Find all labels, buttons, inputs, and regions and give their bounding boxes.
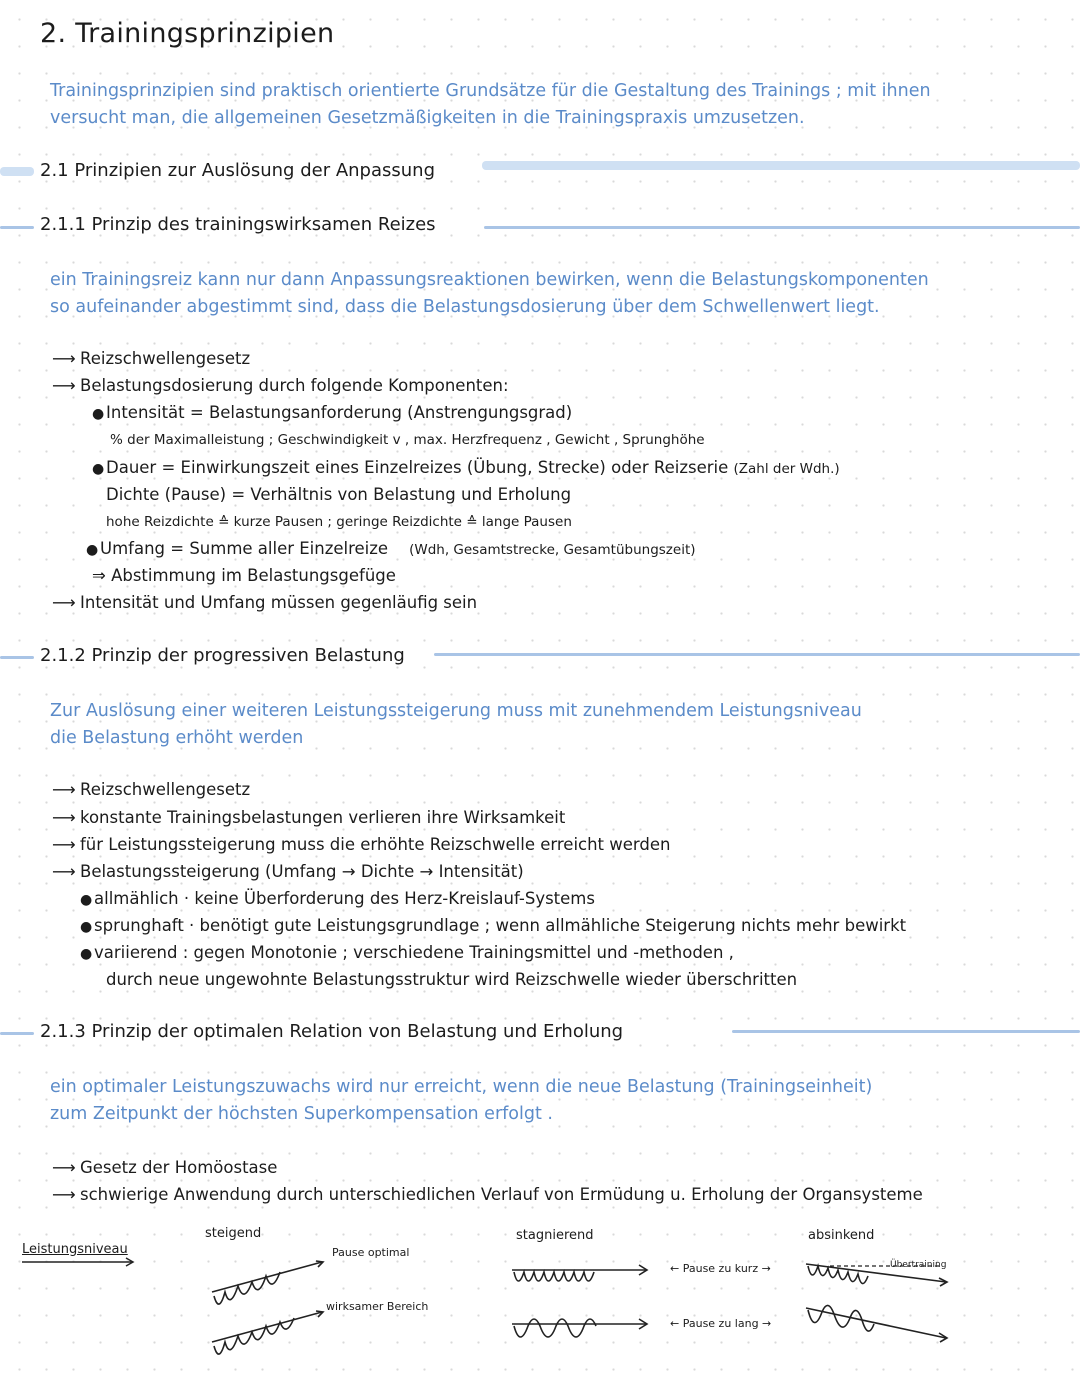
arrow-right-icon: ⟶ [52, 593, 76, 612]
bullet-icon: ● [92, 406, 105, 422]
s213-definition-1: ein optimaler Leistungszuwachs wird nur erreicht, wenn die neue Belastung (Trainingseinheit) [50, 1077, 873, 1097]
s211-line-6: Dichte (Pause) = Verhältnis von Belastung und Erholung [106, 485, 572, 504]
label-steigend: steigend [205, 1226, 262, 1241]
arrow-right-icon: ⟶ [52, 862, 76, 881]
s211-line-1: ⟶ Reizschwellengesetz [52, 345, 250, 372]
s211-line-5: ● Dauer = Einwirkungszeit eines Einzelreizes (Übung, Strecke) oder Reizserie (Zahl der Wdh.) [92, 454, 840, 483]
s212-line-5: ● allmählich · keine Überforderung des Herz-Kreislauf-Systems [80, 885, 595, 914]
arrow-right-icon: ⟶ [52, 349, 76, 368]
label-stagnierend: stagnierend [516, 1228, 594, 1243]
arrow-right-icon: ⟶ [52, 780, 76, 799]
label-pause-optimal: Pause optimal [332, 1246, 410, 1259]
arrow-right-icon: ⟶ [52, 376, 76, 395]
bullet-icon: ● [86, 542, 99, 558]
arrow-right-icon: ⟶ [52, 835, 76, 854]
s212-line-2: ⟶ konstante Trainingsbelastungen verlieren ihre Wirksamkeit [52, 804, 565, 831]
diagram-y-label: Leistungsniveau [22, 1242, 128, 1257]
section-2-1-2-heading: 2.1.2 Prinzip der progressiven Belastung [40, 645, 405, 666]
intro-line-2: versucht man, die allgemeinen Gesetzmäßigkeiten in die Trainingspraxis umzusetzen. [50, 108, 805, 128]
s211-line-9: ⇒ Abstimmung im Belastungsgefüge [92, 566, 396, 585]
s213-definition-2: zum Zeitpunkt der höchsten Superkompensation erfolgt . [50, 1104, 553, 1124]
label-pause-zu-kurz: ← Pause zu kurz → [670, 1262, 771, 1275]
section-2-1-1-heading: 2.1.1 Prinzip des trainingswirksamen Reizes [40, 214, 436, 235]
s211-line-4: % der Maximalleistung ; Geschwindigkeit v , max. Herzfrequenz , Gewicht , Sprunghöhe [110, 432, 705, 448]
s211-definition-1: ein Trainingsreiz kann nur dann Anpassungsreaktionen bewirken, wenn die Belastungskomponenten [50, 270, 929, 290]
label-pause-zu-lang: ← Pause zu lang → [670, 1317, 772, 1330]
label-absinkend: absinkend [808, 1228, 875, 1243]
s213-line-2: ⟶ schwierige Anwendung durch unterschiedlichen Verlauf von Ermüdung u. Erholung der Organsysteme [52, 1181, 923, 1208]
arrow-right-icon: ⟶ [52, 808, 76, 827]
s212-definition-2: die Belastung erhöht werden [50, 728, 304, 748]
s211-definition-2: so aufeinander abgestimmt sind, dass die Belastungsdosierung über dem Schwellenwert liegt. [50, 297, 880, 317]
arrow-right-icon: ⟶ [52, 1185, 76, 1204]
s213-line-1: ⟶ Gesetz der Homöostase [52, 1154, 277, 1181]
label-wirksamer-bereich: wirksamer Bereich [326, 1300, 429, 1313]
s211-line-7: hohe Reizdichte ≙ kurze Pausen ; geringe Reizdichte ≙ lange Pausen [106, 514, 572, 530]
s211-line-10: ⟶ Intensität und Umfang müssen gegenläufig sein [52, 589, 477, 616]
bullet-icon: ● [80, 919, 93, 935]
label-uebertraining: Übertraining [890, 1260, 947, 1270]
bullet-icon: ● [92, 461, 105, 477]
s212-definition-1: Zur Auslösung einer weiteren Leistungssteigerung muss mit zunehmendem Leistungsniveau [50, 701, 862, 721]
section-2-1-3-heading: 2.1.3 Prinzip der optimalen Relation von Belastung und Erholung [40, 1021, 624, 1042]
s212-line-7: ● variierend : gegen Monotonie ; verschiedene Trainingsmittel und -methoden , [80, 939, 734, 968]
s211-line-8: ● Umfang = Summe aller Einzelreize (Wdh, Gesamtstrecke, Gesamtübungszeit) [86, 535, 696, 564]
page-title: 2. Trainingsprinzipien [40, 18, 335, 49]
s212-line-4: ⟶ Belastungssteigerung (Umfang → Dichte → Intensität) [52, 858, 524, 885]
bullet-icon: ● [80, 946, 93, 962]
s212-line-3: ⟶ für Leistungssteigerung muss die erhöhte Reizschwelle erreicht werden [52, 831, 671, 858]
bullet-icon: ● [80, 892, 93, 908]
s212-line-6: ● sprunghaft · benötigt gute Leistungsgrundlage ; wenn allmähliche Steigerung nichts mehr bewirkt [80, 912, 906, 941]
s212-line-8: durch neue ungewohnte Belastungsstruktur wird Reizschwelle wieder überschritten [106, 970, 798, 989]
s212-line-1: ⟶ Reizschwellengesetz [52, 776, 250, 803]
s211-line-2: ⟶ Belastungsdosierung durch folgende Komponenten: [52, 372, 509, 399]
intro-line-1: Trainingsprinzipien sind praktisch orientierte Grundsätze für die Gestaltung des Trainings ; mit ihnen [50, 81, 931, 101]
arrow-right-icon: ⟶ [52, 1158, 76, 1177]
section-2-1-heading: 2.1 Prinzipien zur Auslösung der Anpassung [40, 160, 436, 181]
s211-line-3: ● Intensität = Belastungsanforderung (Anstrengungsgrad) [92, 399, 572, 428]
